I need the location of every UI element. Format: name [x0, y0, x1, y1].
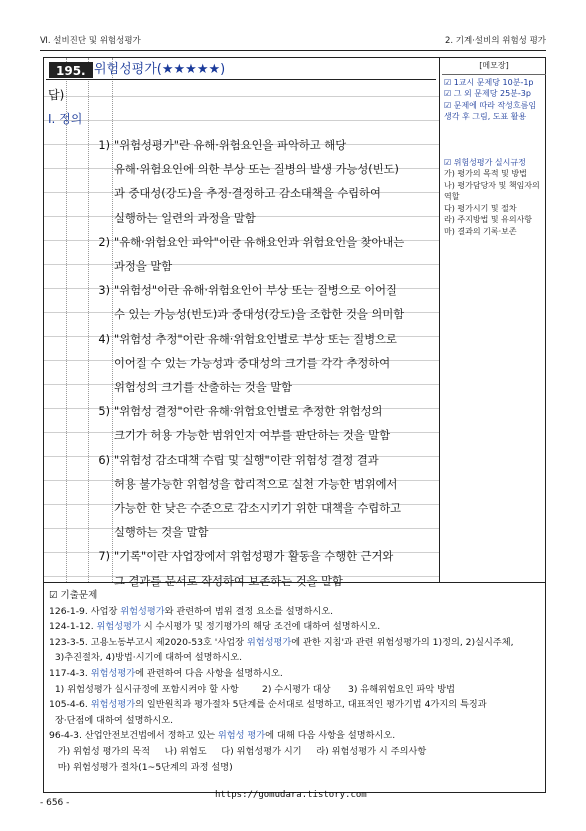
past-exam-line — [49, 650, 540, 666]
memo-outline-item: 가) 평가의 목적 및 방법 — [444, 169, 527, 178]
past-exam-list — [49, 604, 540, 776]
memo-heading: [메모장] — [442, 58, 546, 75]
memo-outline-item: 나) 평가담당자 및 책임자의 — [444, 180, 540, 190]
past-exam-line — [49, 604, 540, 620]
item-text — [114, 400, 438, 448]
item-line: 과 중대성(강도)을 추정·결정하고 감소대책을 수립하여 — [114, 187, 381, 201]
page-number: - 656 - — [40, 798, 70, 808]
item-line: "위험성"이란 유해·위험요인이 부상 또는 질병으로 이어질 — [114, 284, 397, 298]
answer-label: 답) — [48, 88, 65, 102]
item-text — [114, 279, 438, 327]
item-line: 크기가 허용 가능한 범위인지 여부를 판단하는 것을 말함 — [114, 429, 391, 443]
exam-text: 126-1-9. 사업장 — [49, 605, 121, 617]
item-line: 그 결과를 문서로 작성하여 보존하는 것을 말함 — [114, 574, 343, 588]
item-text — [114, 449, 438, 546]
item-number: 3) — [98, 284, 110, 298]
exam-text: 에 관련하여 다음 사항을 설명하시오. — [135, 667, 283, 679]
past-exam-line — [49, 666, 540, 682]
keyword-highlight: 위험성평가 — [90, 667, 136, 679]
memo-note: ☑ 문제에 따라 작성흐름임 — [444, 100, 537, 110]
exam-text: 장·단점에 대하여 설명하시오. — [49, 714, 174, 726]
item-text — [114, 231, 438, 279]
memo-outline-item: 마) 결과의 기록·보존 — [444, 226, 517, 236]
item-number: 5) — [98, 405, 110, 419]
chapter-title: Ⅵ. 설비진단 및 위험성평가 — [40, 36, 141, 46]
exam-text: 1) 위험성평가 실시규정에 포함시켜야 할 사항 2) 수시평가 대상 3) 유해위험요인 파악 방법 — [49, 683, 455, 695]
definition-item — [90, 134, 438, 231]
item-number: 1) — [98, 139, 110, 152]
item-line: 허용 불가능한 위험성을 합리적으로 실천 가능한 범위에서 — [114, 477, 398, 491]
past-exam-line — [49, 728, 540, 744]
exam-text: 에 관한 지침'과 관련 위험성평가의 1)정의, 2)실시주체, — [291, 636, 514, 648]
item-line: 실행하는 일련의 과정을 말함 — [114, 211, 256, 225]
item-line: 실행하는 것을 말함 — [114, 526, 209, 540]
item-line: "위험성 결정"이란 유해·위험요인별로 추정한 위험성의 — [114, 405, 383, 419]
item-number: 4) — [98, 332, 110, 346]
question-title: 위험성평가(★★★★★) — [94, 62, 226, 77]
item-line: "기록"이란 사업장에서 위험성평가 활동을 수행한 근거와 — [114, 550, 394, 564]
definition-item — [90, 400, 438, 448]
answer-area — [44, 58, 440, 588]
memo-outline-item: 역할 — [444, 192, 460, 201]
past-exam-line — [49, 744, 540, 760]
past-exam-box — [43, 583, 546, 793]
past-exam-line — [49, 697, 540, 713]
source-url: https://gomudara.tistory.com — [215, 790, 367, 800]
header-rule — [40, 50, 546, 51]
item-line: 위험성의 크기를 산출하는 것을 말함 — [114, 381, 293, 394]
definition-item — [90, 328, 438, 401]
exam-text: 3)추진절차, 4)방법·시기에 대하여 설명하시오. — [49, 652, 243, 664]
question-row — [46, 60, 436, 80]
item-line: 이어질 수 있는 가능성과 중대성의 크기를 각각 추정하여 — [114, 356, 391, 370]
margin-line — [88, 58, 89, 582]
item-number: 7) — [98, 550, 110, 564]
past-exam-title: ☑ 기출문제 — [49, 590, 98, 601]
definition-item — [90, 449, 438, 546]
past-exam-line — [49, 635, 540, 651]
exam-text: 124-1-12. — [49, 621, 97, 633]
item-line: "위험성 추정"이란 유해·위험요인별로 부상 또는 질병으로 — [114, 332, 397, 346]
item-number: 2) — [98, 235, 110, 249]
item-line: 수 있는 가능성(빈도)과 중대성(강도)을 조합한 것을 의미함 — [114, 308, 405, 322]
exam-text: 117-4-3. — [49, 667, 91, 679]
item-line: 유해·위험요인에 의한 부상 또는 질병의 발생 가능성(빈도) — [114, 163, 399, 177]
item-number: 6) — [98, 453, 110, 467]
section-heading: Ⅰ. 정의 — [48, 112, 83, 126]
exam-text: 가) 위험성 평가의 목적 나) 위험도 다) 위험성평가 시기 라) 위험성평가 시 주의사항 — [49, 745, 427, 757]
memo-outline — [442, 168, 546, 237]
past-exam-line — [49, 682, 540, 698]
exam-text: 에 대해 다음 사항을 설명하시오. — [265, 730, 396, 742]
item-line: "유해·위험요인 파악"이란 유해요인과 위험요인을 찾아내는 — [114, 235, 405, 249]
item-line: "위험성 감소대책 수립 및 실행"이란 위험성 결정 결과 — [114, 453, 379, 467]
answer-sheet — [43, 57, 546, 588]
exam-text: 105-4-6. — [49, 699, 91, 711]
keyword-highlight: 위험성평가 — [90, 699, 136, 711]
keyword-highlight: 위험성평가 — [96, 621, 141, 633]
page-header — [40, 30, 546, 50]
exam-text: 마) 위험성평가 절차(1~5단계의 과정 설명) — [49, 761, 233, 773]
exam-text: 96-4-3. 산업안전보건법에서 정하고 있는 — [49, 730, 218, 742]
definition-item — [90, 231, 438, 279]
item-text — [114, 134, 438, 231]
memo-outline-item: 라) 주지방법 및 유의사항 — [444, 215, 533, 224]
question-number: 195. — [49, 62, 93, 78]
memo-column — [442, 58, 546, 237]
item-line: 가능한 한 낮은 수준으로 감소시키기 위한 대책을 수립하고 — [114, 502, 402, 515]
memo-outline-item: 다) 평가시기 및 절차 — [444, 203, 517, 213]
section-title: 2. 기계·설비의 위험성 평가 — [444, 36, 546, 46]
exam-text: 의 일반원칙과 평가절차 5단계를 순서대로 설명하고, 대표적인 평가기법 4가지의 특징과 — [135, 699, 487, 711]
past-exam-line — [49, 760, 540, 776]
exam-text: 시 수시평가 및 정기평가의 해당 조건에 대하여 설명하시오. — [140, 621, 381, 633]
memo-note: ☑ 1교시 문제당 10분-1p — [444, 77, 534, 87]
keyword-highlight: 위험성평가 — [120, 605, 165, 617]
memo-note: 생각 후 그림, 도표 활용 — [444, 112, 527, 121]
item-line: 과정을 말함 — [114, 260, 173, 273]
definition-item — [90, 279, 438, 327]
margin-line — [66, 58, 67, 582]
memo-notes — [442, 77, 546, 123]
exam-text: 와 관련하여 범위 결정 요소를 설명하시오. — [164, 605, 334, 617]
memo-note: ☑ 그 외 문제당 25분-3p — [444, 89, 531, 98]
memo-outline-title: ☑ 위험성평가 실시규정 — [444, 157, 526, 167]
item-text — [114, 328, 438, 401]
keyword-highlight: 위험성평가 — [246, 636, 292, 648]
keyword-highlight: 위험성 평가 — [217, 730, 266, 742]
item-line: "위험성평가"란 유해·위험요인을 파악하고 해당 — [114, 139, 347, 152]
past-exam-line — [49, 619, 540, 635]
past-exam-line — [49, 713, 540, 729]
exam-text: 123-3-5. 고용노동부고시 제2020-53호 '사업장 — [49, 636, 247, 648]
